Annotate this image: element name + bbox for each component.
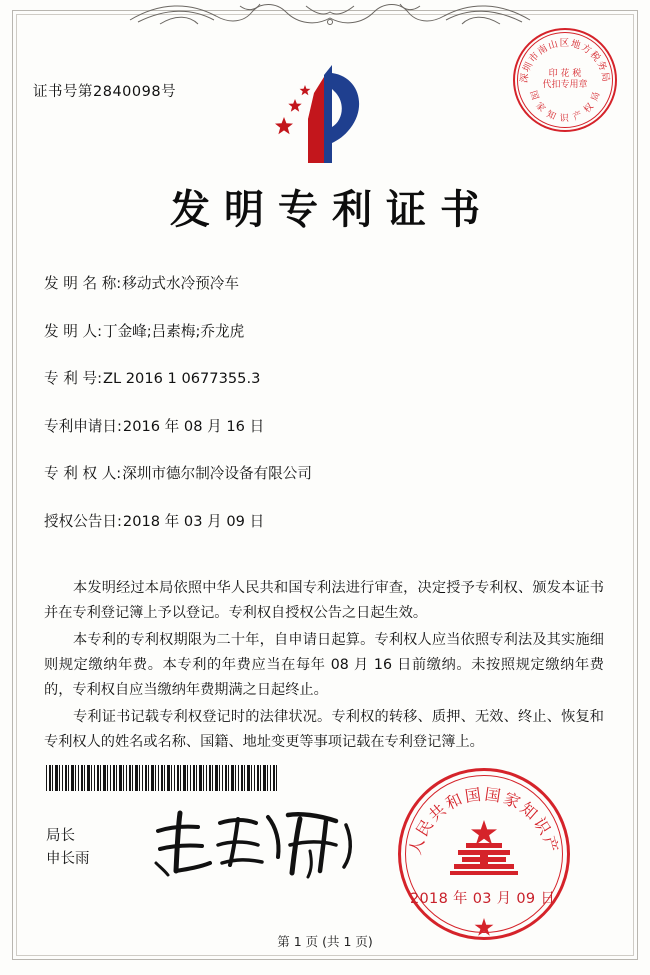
paragraph-1: 本发明经过本局依照中华人民共和国专利法进行审查，决定授予专利权、颁发本证书并在专利登记簿上予以登记。专利权自授权公告之日起生效。 [44, 580, 604, 621]
tax-stamp-line-1: 印 花 税 [548, 69, 582, 79]
field-label: 专利申请日 [44, 417, 117, 435]
field-label: 授权公告日 [44, 512, 117, 530]
field-list [44, 272, 604, 557]
field-value: 2018 年 03 月 09 日 [122, 512, 265, 530]
field-colon: : [116, 417, 122, 435]
field-application-date [44, 415, 604, 436]
seal-date: 2018 年 03 月 09 日 [410, 891, 556, 907]
field-label: 专 利 权 人 [44, 465, 117, 482]
seal-inner-ring [405, 775, 563, 933]
director-block [46, 825, 90, 871]
field-value: 丁金峰;吕素梅;乔龙虎 [102, 322, 245, 340]
field-value: ZL 2016 1 0677355.3 [102, 370, 261, 387]
director-signature [150, 805, 360, 880]
field-colon: : [116, 512, 122, 530]
tax-stamp-line-2: 代扣专用章 [542, 80, 588, 90]
page-footer: 第 1 页 (共 1 页) [277, 934, 373, 949]
field-patentee [44, 462, 604, 483]
certificate-number: 证书号第2840098号 [33, 84, 177, 100]
field-invention-name [44, 272, 604, 293]
field-colon: : [97, 370, 102, 387]
national-ip-administration-seal [388, 753, 570, 940]
field-patent-number [44, 367, 604, 388]
body-paragraphs [44, 576, 604, 757]
patent-office-logo [262, 63, 382, 168]
field-grant-date [44, 510, 604, 531]
ornament-flourish-icon [120, 0, 540, 28]
field-value: 移动式水冷预冷车 [122, 275, 239, 292]
field-value: 深圳市德尔制冷设备有限公司 [122, 465, 312, 482]
director-title-label: 局长 [46, 828, 75, 844]
director-name: 申长雨 [46, 851, 90, 867]
paragraph-3: 专利证书记载专利权登记时的法律状况。专利权的转移、质押、无效、终止、恢复和专利权人的姓名或名称、国籍、地址变更等事项记载在专利登记簿上。 [44, 709, 604, 750]
field-label: 专 利 号 [44, 370, 98, 387]
field-value: 2016 年 08 月 16 日 [122, 417, 265, 435]
field-label: 发 明 名 称 [44, 275, 117, 292]
svg-text:中华人民共和国国家知识产权局: 中华人民共和国国家知识产权局 [388, 753, 563, 857]
paragraph-2: 本专利的专利权期限为二十年，自申请日起算。专利权人应当依照专利法及其实施细则规定缴纳年费。本专利的年费应当在每年 08 月 16 日前缴纳。未按照规定缴纳年费的，专利权自应当缴纳年费期满之日起终止。 [44, 632, 604, 698]
field-inventors [44, 320, 604, 341]
tax-stamp-seal [513, 28, 617, 132]
field-colon: : [97, 322, 102, 340]
field-colon: : [116, 465, 122, 482]
field-colon: : [116, 275, 122, 292]
svg-text:深圳市南山区地方税务局: 深圳市南山区地方税务局 [518, 38, 612, 84]
field-label: 发 明 人 [44, 322, 98, 340]
barcode [46, 765, 278, 791]
tax-stamp-center-text [542, 69, 587, 91]
page-title: 发明专利证书 [170, 186, 494, 233]
svg-text:国 家 知 识 产 权 局: 国 家 知 识 产 权 局 [527, 89, 603, 124]
